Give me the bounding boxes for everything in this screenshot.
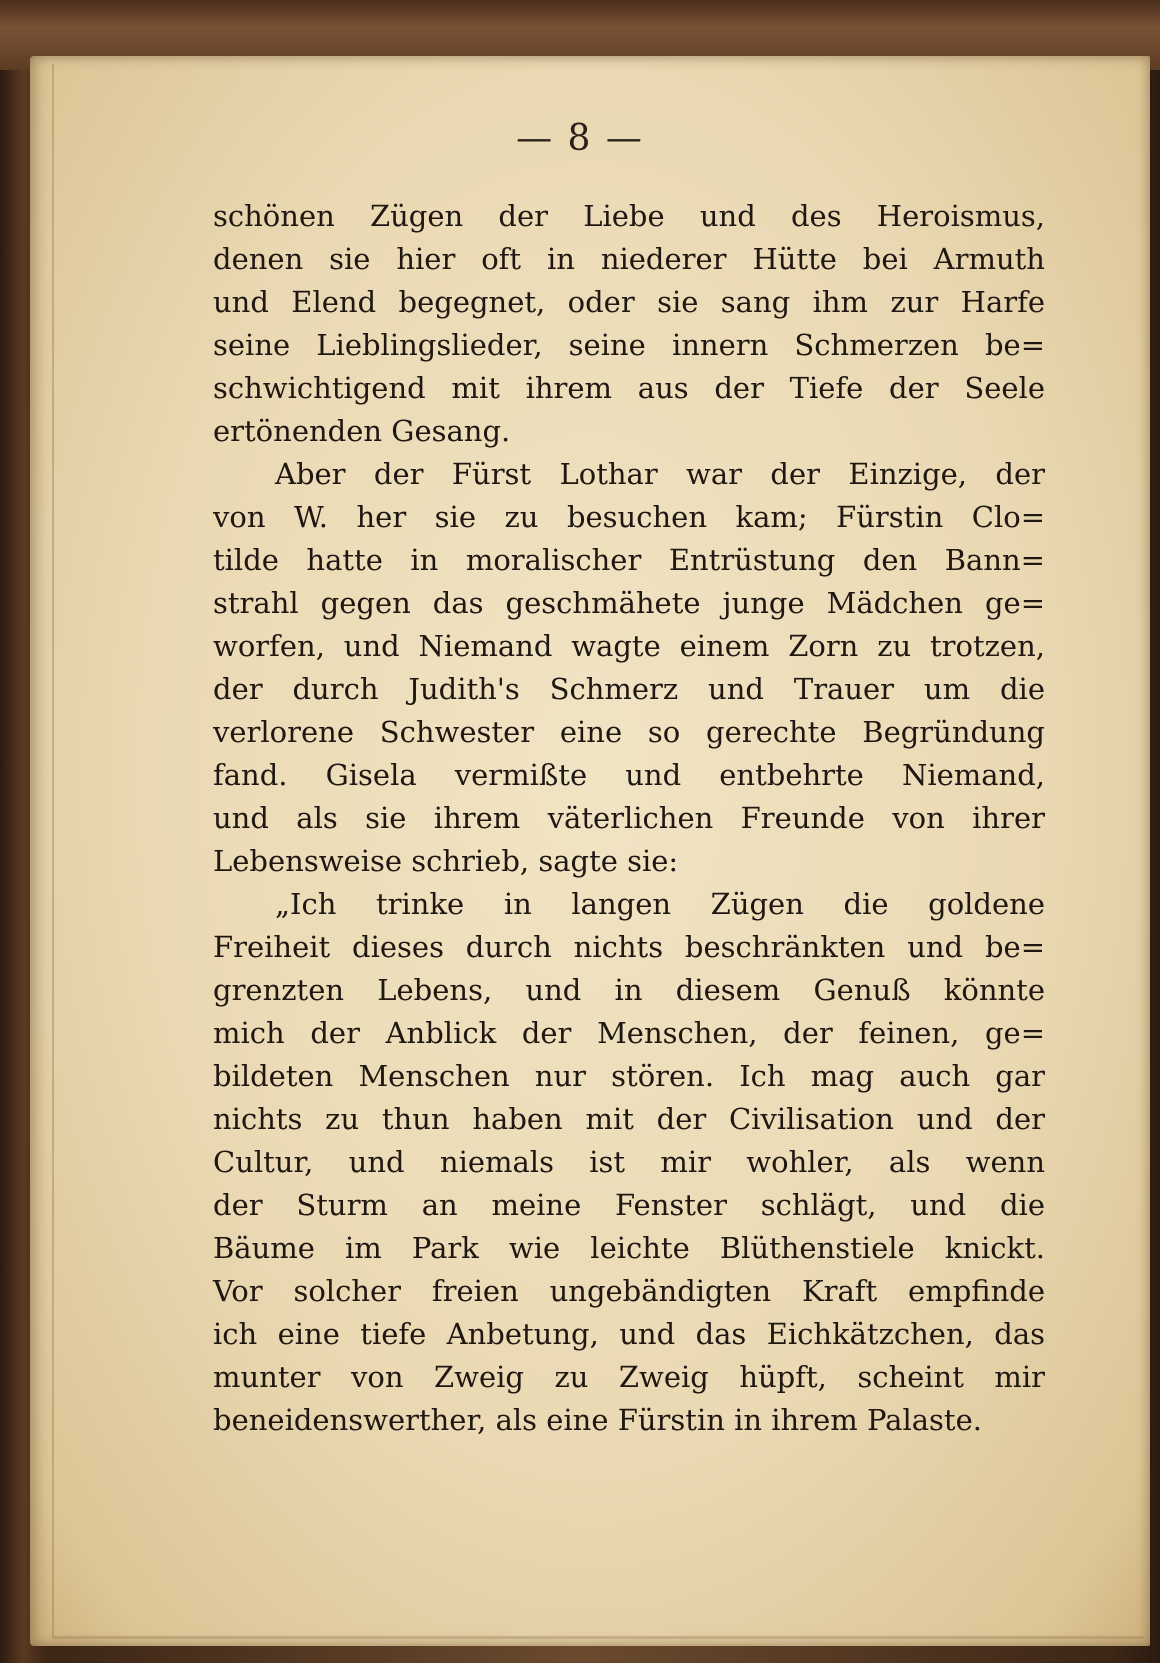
text-line: schönen Zügen der Liebe und des Heroismus, (213, 199, 1045, 233)
text-line: Aber der Fürst Lothar war der Einzige, der (275, 457, 1045, 491)
text-line: Cultur, und niemals ist mir wohler, als wenn (213, 1145, 1045, 1179)
text-line: ich eine tiefe Anbetung, und das Eichkätzchen, das (213, 1317, 1045, 1351)
text-line: von W. her sie zu besuchen kam; Fürstin Clo= (213, 500, 1045, 534)
text-line: Lebensweise schrieb, sagte sie: (213, 844, 679, 878)
text-line: seine Lieblingslieder, seine innern Schmerzen be= (213, 328, 1045, 362)
text-line: mich der Anblick der Menschen, der feinen, ge= (213, 1016, 1045, 1050)
text-line: Freiheit dieses durch nichts beschränkten und be= (213, 930, 1045, 964)
body-text (213, 195, 1045, 1442)
text-line: beneidenswerther, als eine Fürstin in ihrem Palaste. (213, 1403, 982, 1437)
text-line: strahl gegen das geschmähete junge Mädchen ge= (213, 586, 1045, 620)
text-line: bildeten Menschen nur stören. Ich mag auch gar (213, 1059, 1045, 1093)
text-line: tilde hatte in moralischer Entrüstung den Bann= (213, 543, 1045, 577)
text-line: verlorene Schwester eine so gerechte Begründung (213, 715, 1045, 749)
text-line: Bäume im Park wie leichte Blüthenstiele knickt. (213, 1231, 1045, 1265)
text-line: und Elend begegnet, oder sie sang ihm zur Harfe (213, 285, 1045, 319)
page-number: — 8 — (516, 118, 644, 159)
text-line: „Ich trinke in langen Zügen die goldene (275, 887, 1045, 921)
text-line: und als sie ihrem väterlichen Freunde von ihrer (213, 801, 1045, 835)
text-line: der Sturm an meine Fenster schlägt, und die (213, 1188, 1045, 1222)
text-line: munter von Zweig zu Zweig hüpft, scheint mir (213, 1360, 1045, 1394)
text-line: Vor solcher freien ungebändigten Kraft empfinde (213, 1274, 1045, 1308)
text-line: der durch Judith's Schmerz und Trauer um die (213, 672, 1045, 706)
text-line: schwichtigend mit ihrem aus der Tiefe der Seele (213, 371, 1045, 405)
text-line: worfen, und Niemand wagte einem Zorn zu trotzen, (213, 629, 1045, 663)
text-line: ertönenden Gesang. (213, 414, 511, 448)
text-line: denen sie hier oft in niederer Hütte bei Armuth (213, 242, 1045, 276)
text-line: fand. Gisela vermißte und entbehrte Niemand, (213, 758, 1045, 792)
text-line: nichts zu thun haben mit der Civilisation und der (213, 1102, 1045, 1136)
text-line: grenzten Lebens, und in diesem Genuß könnte (213, 973, 1045, 1007)
